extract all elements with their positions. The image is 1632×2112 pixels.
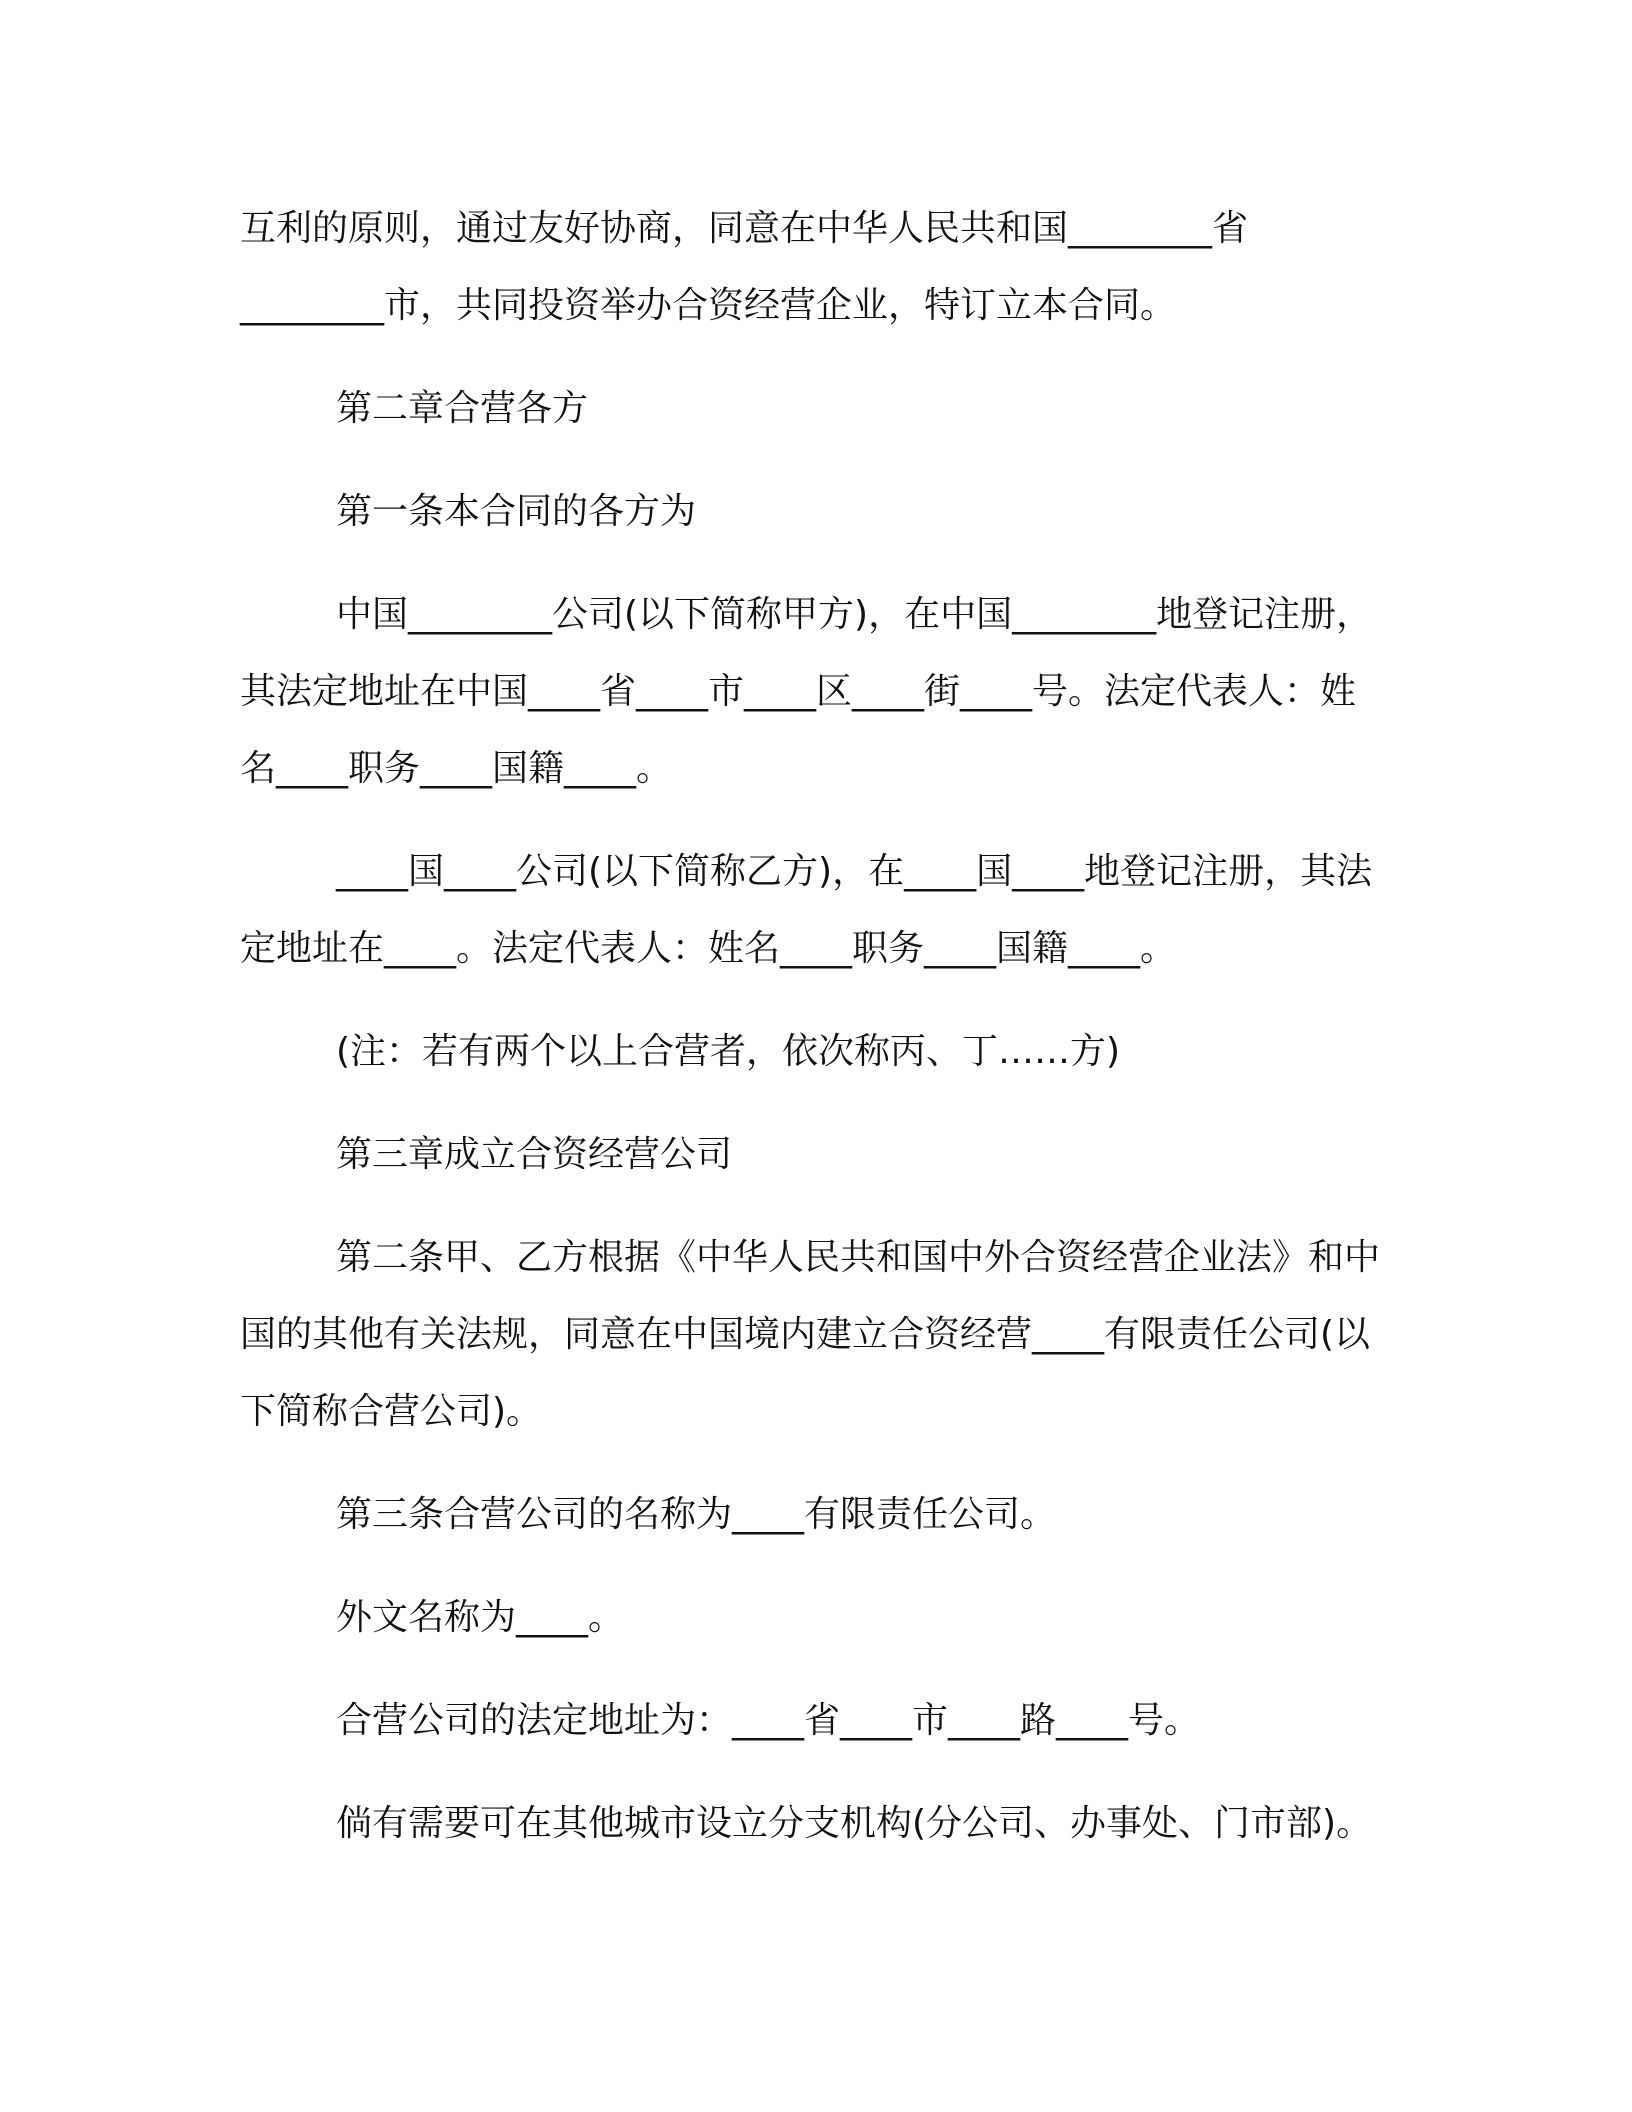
article-2-paragraph: 第二条甲、乙方根据《中华人民共和国中外合资经营企业法》和中国的其他有关法规，同意在中国境内建立合资经营____有限责任公司(以下简称合营公司)。 [240,1237,1381,1432]
chapter-3-heading: 第三章成立合资经营公司 [336,1134,733,1175]
note-paragraph: (注：若有两个以上合营者，依次称丙、丁……方) [336,1031,1121,1072]
party-a-paragraph: 中国________公司(以下简称甲方)，在中国________地登记注册，其法定地址在中国____省____市____区____街____号。法定代表人：姓名____职务____国籍____。 [240,594,1373,789]
article-3-paragraph: 第三条合营公司的名称为____有限责任公司。 [336,1494,1057,1535]
document-body [240,190,1390,1888]
chapter-2-heading: 第二章合营各方 [336,388,589,429]
paragraph-intro-continuation: 互利的原则，通过友好协商，同意在中华人民共和国________省________市，共同投资举办合资经营企业，特订立本合同。 [240,208,1249,326]
branch-paragraph: 倘有需要可在其他城市设立分支机构(分公司、办事处、门市部)。 [336,1803,1373,1844]
article-1-heading: 第一条本合同的各方为 [336,491,697,532]
foreign-name-paragraph: 外文名称为____。 [336,1597,625,1638]
party-b-paragraph: ____国____公司(以下简称乙方)，在____国____地登记注册，其法定地址在____。法定代表人：姓名____职务____国籍____。 [240,851,1373,969]
legal-address-paragraph: 合营公司的法定地址为：____省____市____路____号。 [336,1700,1201,1741]
